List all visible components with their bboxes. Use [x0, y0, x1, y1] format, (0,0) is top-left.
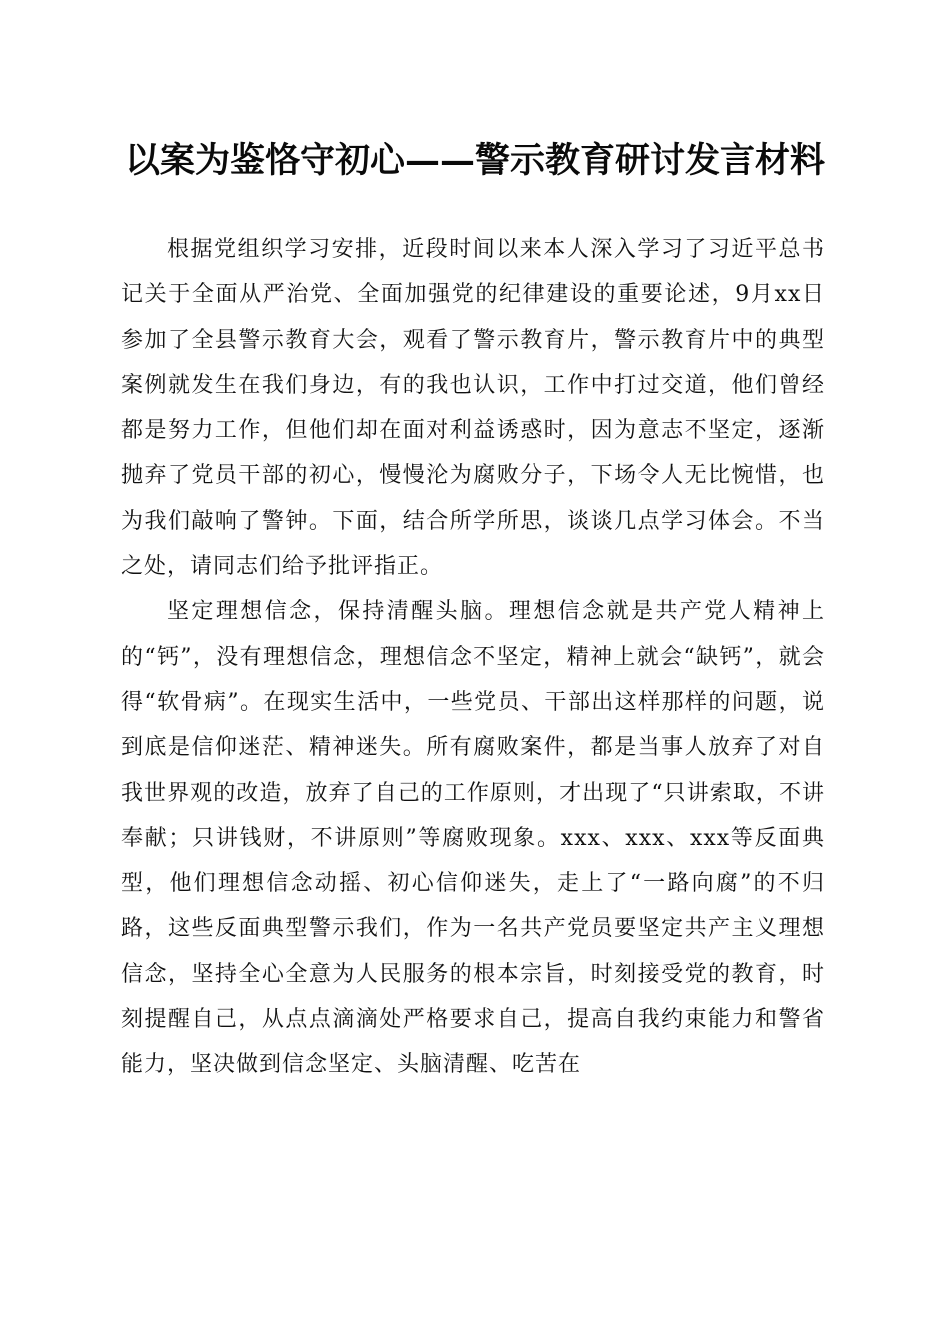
document-title: 以案为鉴恪守初心——警示教育研讨发言材料 — [124, 140, 825, 181]
paragraph-ideals-and-beliefs: 坚定理想信念，保持清醒头脑。理想信念就是共产党人精神上的“钙”，没有理想信念，理想信念不坚定，精神上就会“缺钙”，就会得“软骨病”。在现实生活中，一些党员、干部出这样那样的问题，说到底是信仰迷茫、精神迷失。所有腐败案件，都是当事人放弃了对自我世界观的改造，放弃了自己的工作原则，才出现了“只讲索取，不讲奉献；只讲钱财，不讲原则”等腐败现象。xxx、xxx、xxx等反面典型，他们理想信念动摇、初心信仰迷失，走上了“一路向腐”的不归路，这些反面典型警示我们，作为一名共产党员要坚定共产主义理想信念，坚持全心全意为人民服务的根本宗旨，时刻接受党的教育，时刻提醒自己，从点点滴滴处严格要求自己，提高自我约束能力和警省能力，坚决做到信念坚定、头脑清醒、吃苦在 — [121, 599, 825, 1078]
document-body — [121, 227, 825, 1088]
paragraph-intro: 根据党组织学习安排，近段时间以来本人深入学习了习近平总书记关于全面从严治党、全面加强党的纪律建设的重要论述，9月xx日参加了全县警示教育大会，观看了警示教育片，警示教育片中的典型案例就发生在我们身边，有的我也认识，工作中打过交道，他们曾经都是努力工作，但他们却在面对利益诱惑时，因为意志不坚定，逐渐抛弃了党员干部的初心，慢慢沦为腐败分子，下场令人无比惋惜，也为我们敲响了警钟。下面，结合所学所思，谈谈几点学习体会。不当之处，请同志们给予批评指正。 — [121, 237, 825, 580]
